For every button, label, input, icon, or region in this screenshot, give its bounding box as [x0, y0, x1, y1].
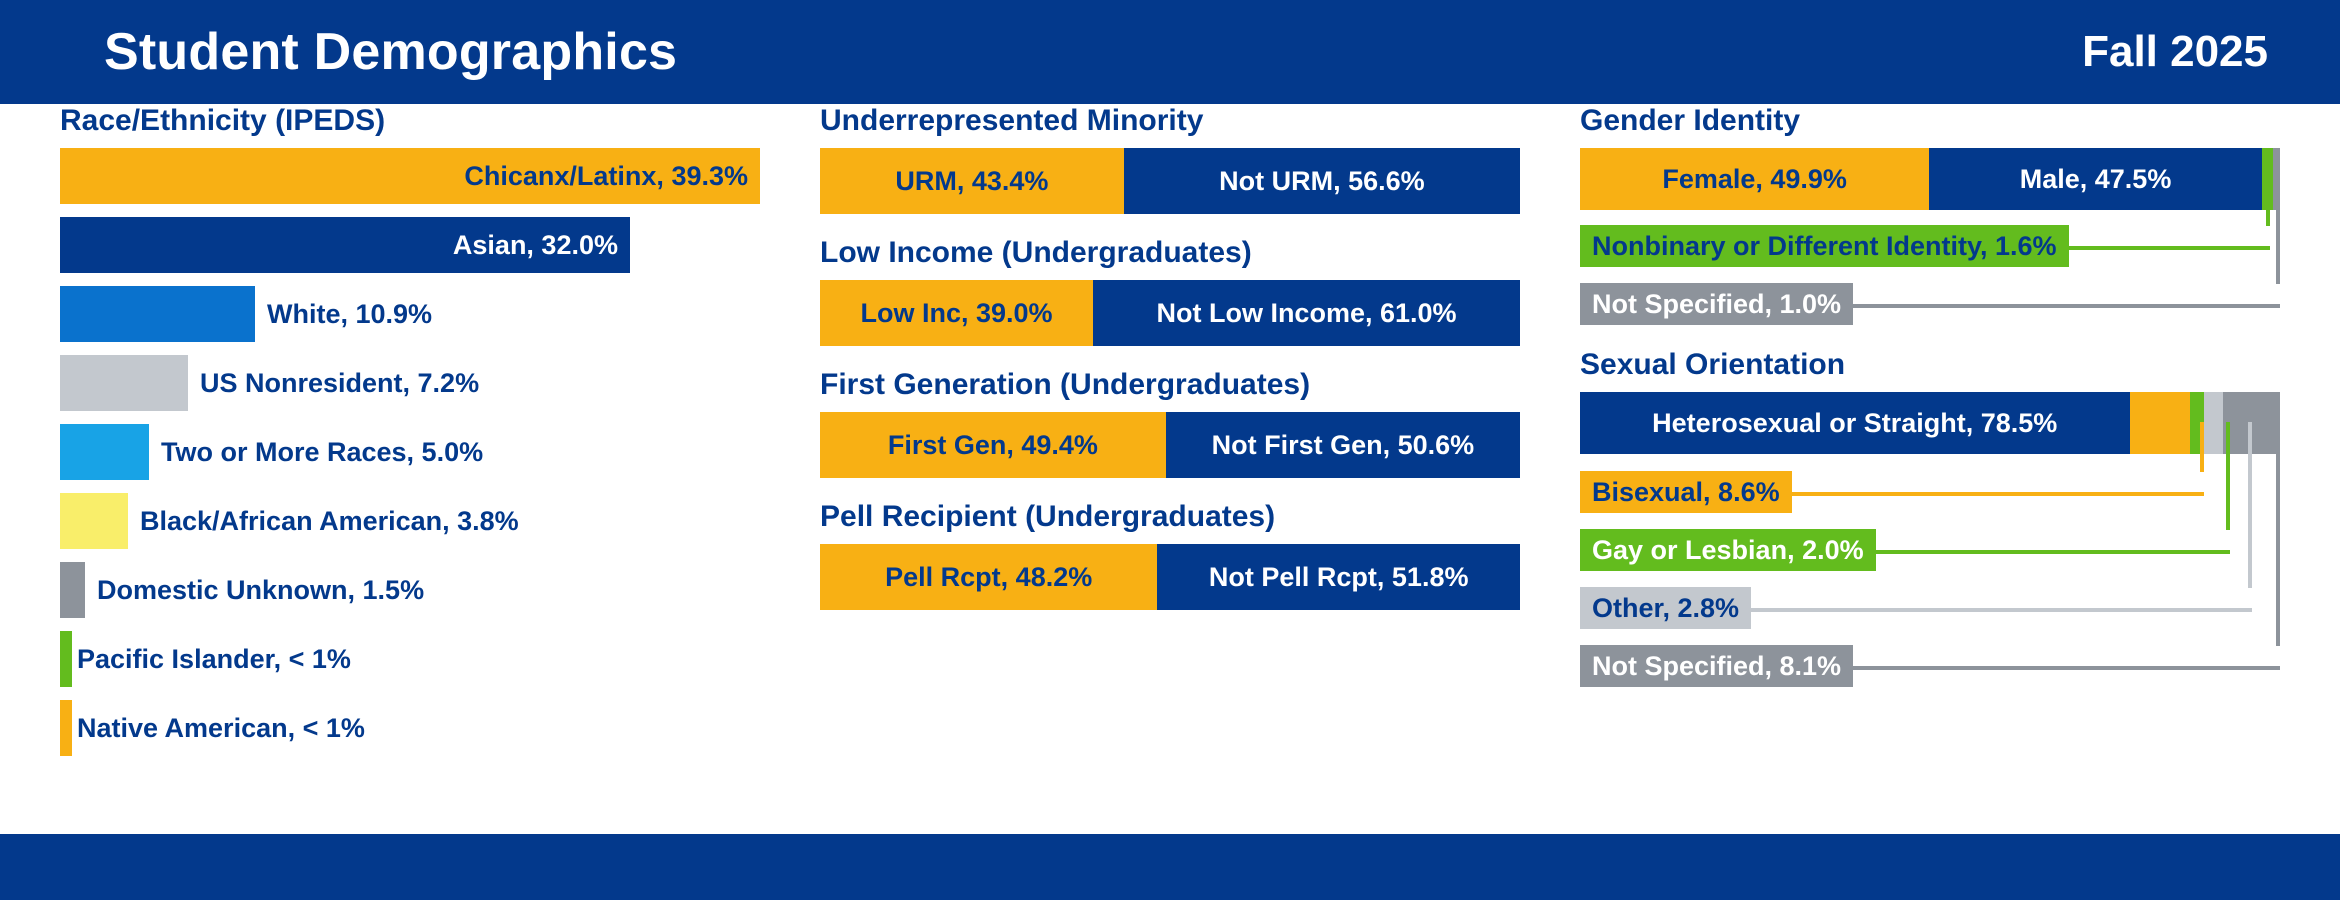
segment-not-pell-recipient [1157, 544, 1520, 610]
bar-chicanx-latinx [60, 148, 760, 204]
sexual-orientation-stacked-bar [1580, 392, 2280, 454]
callout-label: Bisexual, 8.6% [1580, 471, 1792, 513]
bar-label: Native American, < 1% [77, 712, 365, 743]
low-income-stacked-bar [820, 280, 1520, 346]
low-income-title: Low Income (Undergraduates) [820, 236, 1252, 269]
bar-label: Chicanx/Latinx, 39.3% [464, 160, 748, 191]
segment-not-low-income [1093, 280, 1520, 346]
segment-label: Low Inc, 39.0% [860, 297, 1053, 328]
segment-label: First Gen, 49.4% [887, 429, 1098, 460]
callout-label: Not Specified, 1.0% [1580, 283, 1853, 325]
segment-not-first-gen [1166, 412, 1520, 478]
callout-bisexual [1580, 470, 2300, 514]
bar-us-nonresident [60, 355, 188, 411]
binary-splits-charts [820, 104, 1540, 632]
leader-line-vertical [2248, 422, 2252, 588]
leader-line-vertical [2266, 178, 2270, 226]
bar-row [60, 562, 780, 618]
callout-gay-or-lesbian [1580, 528, 2300, 572]
bar-domestic-unknown [60, 562, 85, 618]
segment-label: Not Low Income, 61.0% [1156, 297, 1457, 328]
segment-first-gen [820, 412, 1166, 478]
chart-content [0, 104, 2340, 834]
pell-recipient-stacked-bar [820, 544, 1520, 610]
urm-title: Underrepresented Minority [820, 104, 1204, 137]
segment-label: Not First Gen, 50.6% [1211, 429, 1475, 460]
identity-charts [1580, 104, 2300, 688]
bar-row [60, 286, 780, 342]
leader-line-vertical [2200, 422, 2204, 472]
pell-recipient-title: Pell Recipient (Undergraduates) [820, 500, 1276, 533]
segment-heterosexual [1580, 392, 2130, 454]
segment-label: Pell Rcpt, 48.2% [885, 561, 1093, 592]
callout-label: Nonbinary or Different Identity, 1.6% [1580, 225, 2069, 267]
page-header [0, 0, 2340, 104]
segment-urm [820, 148, 1124, 214]
callout-label: Not Specified, 8.1% [1580, 645, 1853, 687]
bar-asian [60, 217, 630, 273]
leader-line-vertical [2226, 422, 2230, 530]
segment-label: URM, 43.4% [895, 165, 1049, 196]
sexual-orientation-title: Sexual Orientation [1580, 348, 1846, 381]
term-label: Fall 2025 [2082, 27, 2268, 76]
callout-other [1580, 586, 2300, 630]
bar-row [60, 148, 780, 204]
bar-two-or-more-races [60, 424, 149, 480]
segment-pell-recipient [820, 544, 1157, 610]
bar-label: White, 10.9% [267, 298, 433, 329]
bar-white [60, 286, 255, 342]
segment-not-urm [1124, 148, 1520, 214]
bar-row [60, 355, 780, 411]
segment-female [1580, 148, 1929, 210]
leader-line-vertical [2276, 422, 2280, 646]
gender-identity-title: Gender Identity [1580, 104, 1801, 137]
bar-row [60, 217, 780, 273]
callout-orientation-not-specified [1580, 644, 2300, 688]
segment-label: Not URM, 56.6% [1219, 165, 1425, 196]
segment-low-income [820, 280, 1093, 346]
bar-black-african-american [60, 493, 128, 549]
bar-row [60, 631, 780, 687]
segment-label: Not Pell Rcpt, 51.8% [1208, 561, 1469, 592]
first-generation-title: First Generation (Undergraduates) [820, 368, 1311, 401]
segment-male [1929, 148, 2262, 210]
segment-label: Heterosexual or Straight, 78.5% [1652, 407, 2058, 438]
leader-line-vertical [2276, 178, 2280, 284]
gender-identity-stacked-bar [1580, 148, 2280, 210]
race-ethnicity-title: Race/Ethnicity (IPEDS) [60, 104, 386, 137]
segment-other [2204, 392, 2224, 454]
bar-row [60, 424, 780, 480]
segment-label: Male, 47.5% [2019, 163, 2172, 194]
bar-label: Domestic Unknown, 1.5% [97, 574, 425, 605]
race-ethnicity-chart [60, 104, 780, 769]
bar-label: Asian, 32.0% [452, 229, 618, 260]
bar-label: US Nonresident, 7.2% [200, 367, 480, 398]
bar-label: Two or More Races, 5.0% [161, 436, 484, 467]
bar-row [60, 493, 780, 549]
segment-label: Female, 49.9% [1662, 163, 1847, 194]
callout-label: Gay or Lesbian, 2.0% [1580, 529, 1876, 571]
segment-bisexual [2130, 392, 2190, 454]
urm-stacked-bar [820, 148, 1520, 214]
bar-label: Pacific Islander, < 1% [77, 643, 351, 674]
bar-row [60, 700, 780, 756]
page-title: Student Demographics [104, 23, 678, 81]
page-footer [0, 834, 2340, 900]
callout-label: Other, 2.8% [1580, 587, 1751, 629]
first-generation-stacked-bar [820, 412, 1520, 478]
callout-gender-not-specified [1580, 282, 2300, 326]
callout-nonbinary [1580, 224, 2300, 268]
bar-label: Black/African American, 3.8% [140, 505, 519, 536]
